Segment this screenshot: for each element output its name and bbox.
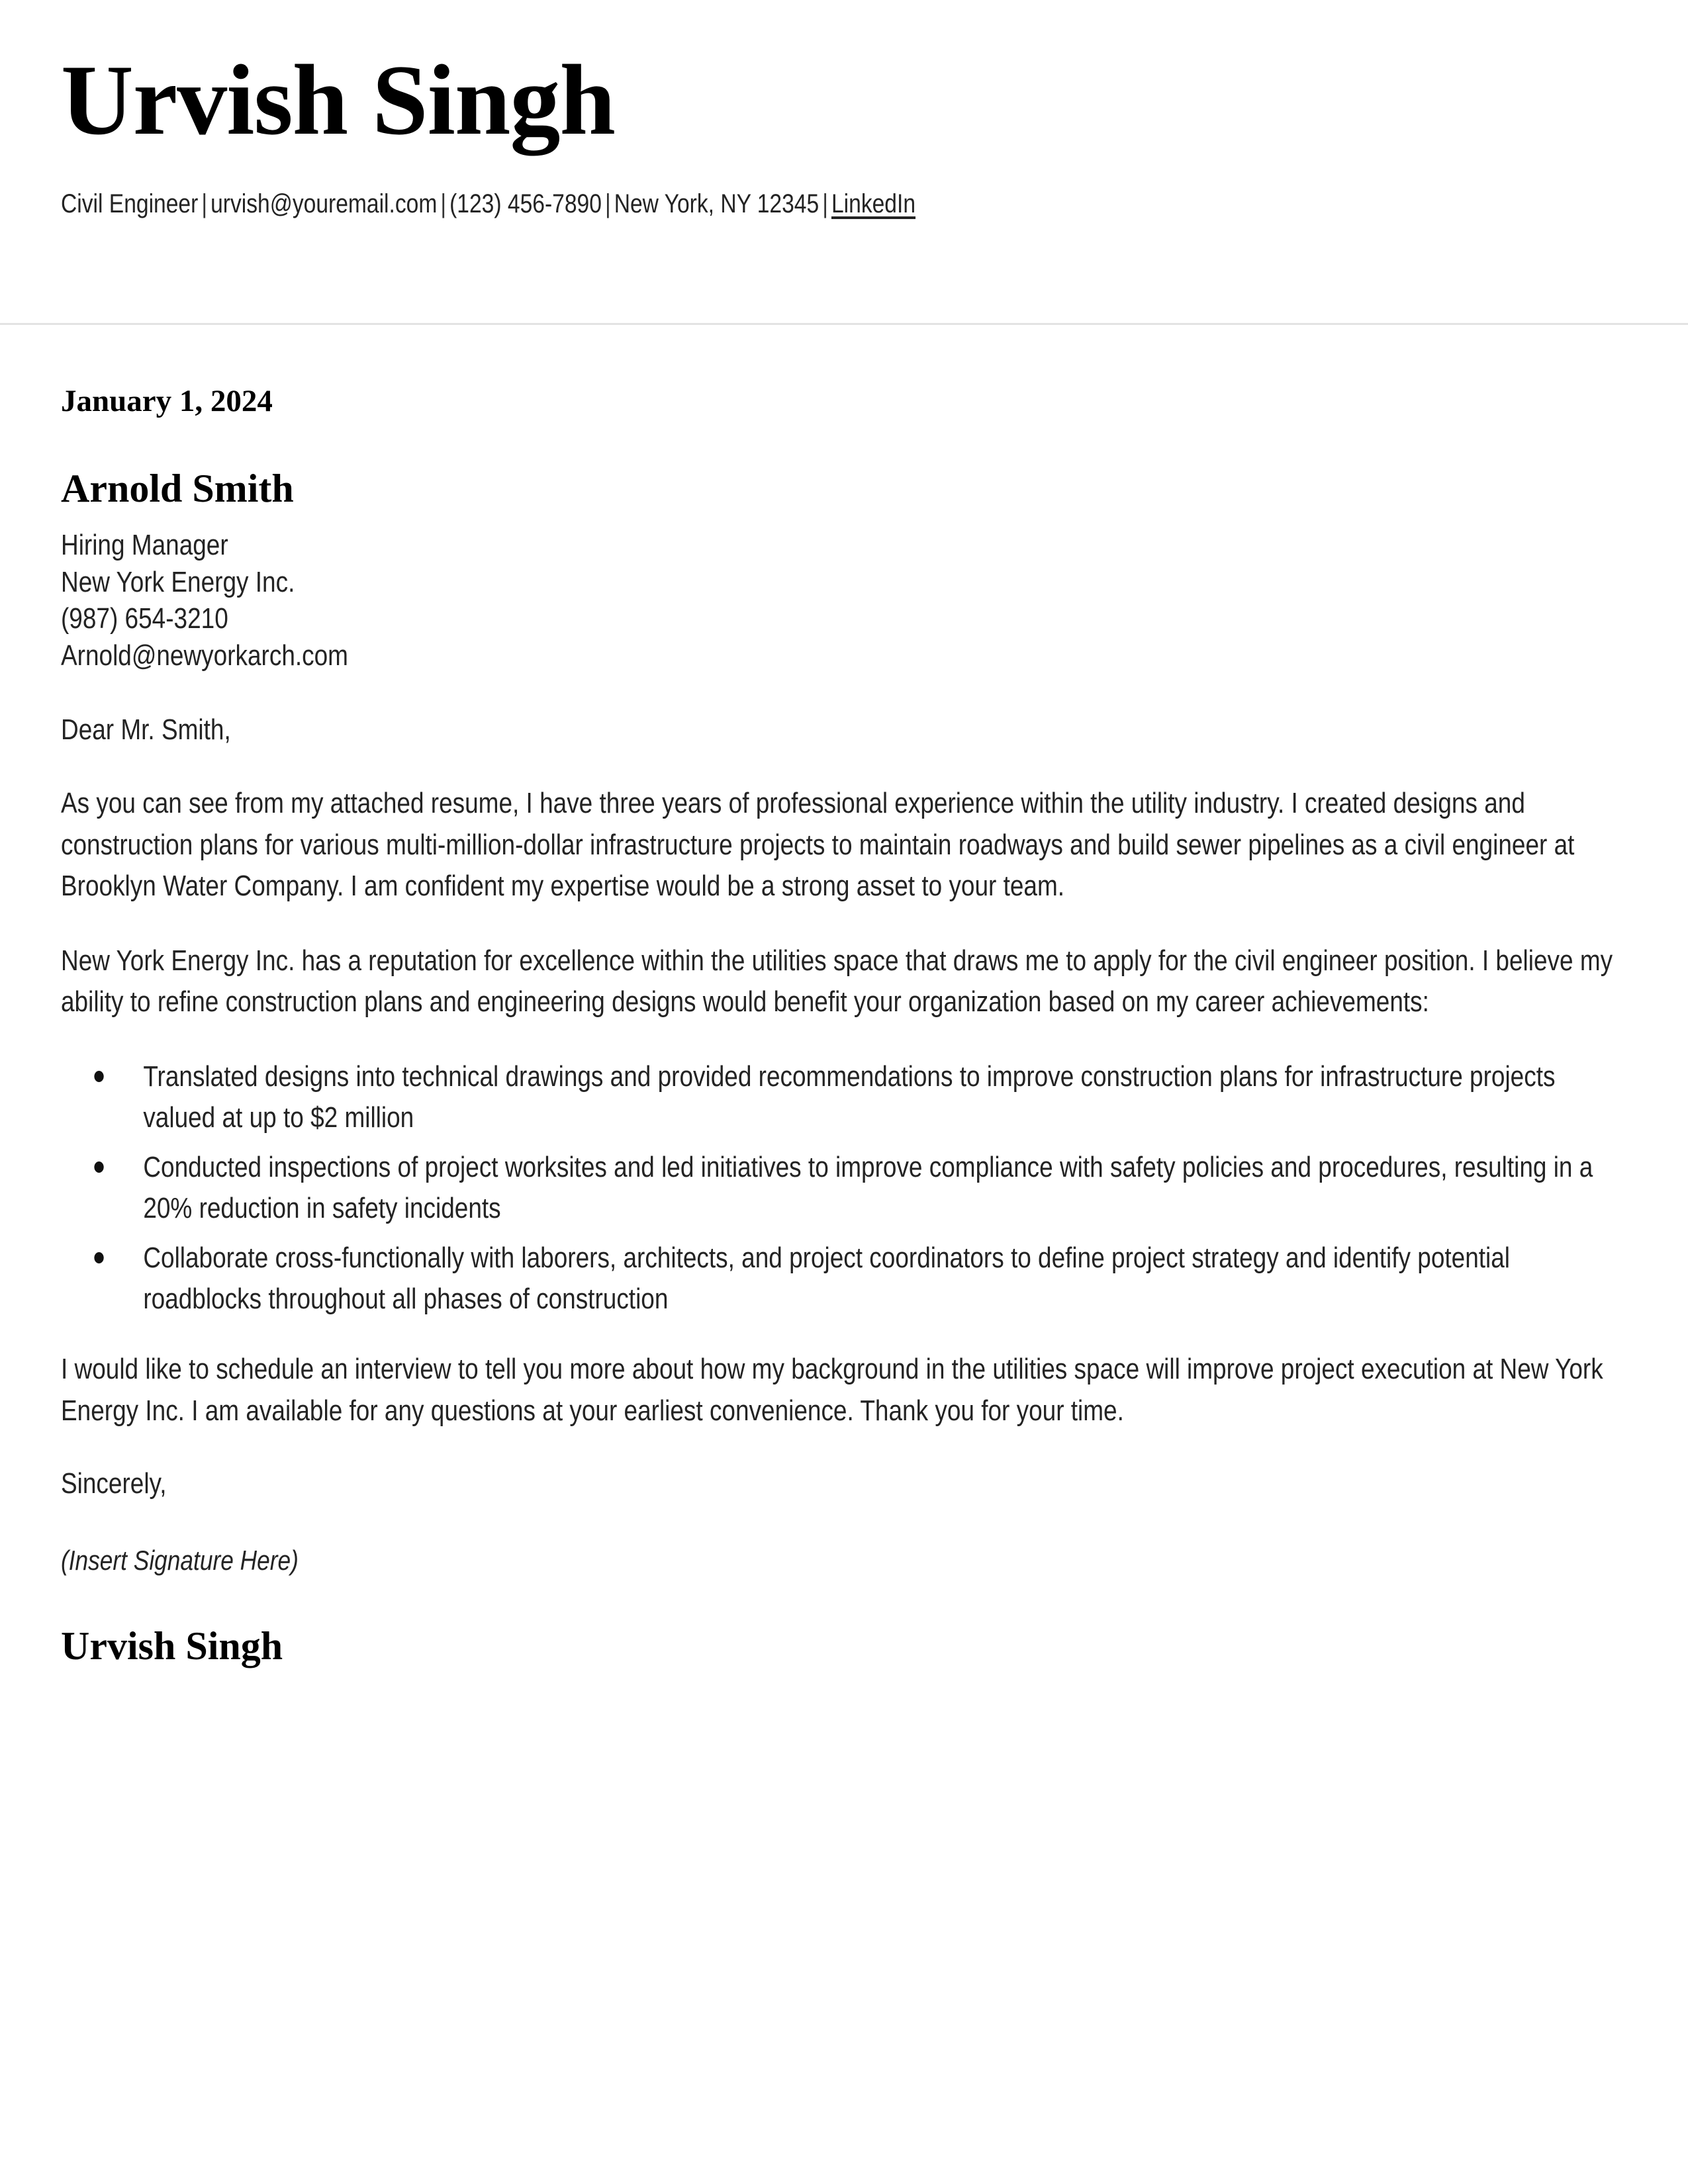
signature-placeholder: (Insert Signature Here): [61, 1544, 299, 1576]
letter-date: January 1, 2024: [61, 384, 273, 418]
contact-separator-1: |: [201, 189, 208, 218]
recipient-company: New York Energy Inc.: [61, 565, 295, 598]
list-item-text: Conducted inspections of project worksites and led initiatives to improve compliance with safety policies and procedures, resulting in a 20% reduction in safety incidents: [143, 1150, 1593, 1225]
signoff: Sincerely,: [61, 1467, 167, 1500]
contact-phone: (123) 456-7890: [449, 189, 602, 218]
bullet-dot-icon: [94, 1071, 103, 1082]
list-item-text: Translated designs into technical drawings and provided recommendations to improve construction plans for infrastructure projects valued at up to $2 million: [143, 1060, 1556, 1134]
list-item: [61, 1056, 1626, 1139]
signature-name: Urvish Singh: [61, 1624, 283, 1668]
recipient-block: [61, 527, 1626, 674]
achievements-list: [61, 1056, 1626, 1320]
contact-separator-4: |: [822, 189, 828, 218]
body-paragraph-1: As you can see from my attached resume, I have three years of professional experience within the utility industry. I created designs and construction plans for various multi-million-dollar infrastructure projects to maintain roadways and build sewer pipelines as a civil engineer at Brooklyn Water Company. I am confident my expertise would be a strong asset to your team.: [61, 787, 1575, 903]
contact-email[interactable]: urvish@youremail.com: [211, 189, 438, 218]
letter-header: [0, 0, 1688, 220]
contact-job-title: Civil Engineer: [61, 189, 199, 218]
list-item-text: Collaborate cross-functionally with laborers, architects, and project coordinators to define project strategy and identify potential roadblocks throughout all phases of construction: [143, 1241, 1511, 1316]
recipient-phone: (987) 654-3210: [61, 602, 228, 635]
recipient-title: Hiring Manager: [61, 529, 228, 562]
list-item: [61, 1238, 1626, 1320]
page-title: Urvish Singh: [61, 44, 615, 156]
contact-separator-2: |: [440, 189, 447, 218]
recipient-name: Arnold Smith: [61, 467, 294, 511]
header-divider: [0, 323, 1688, 325]
list-item: [61, 1147, 1626, 1230]
bullet-dot-icon: [94, 1161, 103, 1173]
letter-body: [61, 383, 1627, 1670]
contact-line: [61, 188, 1428, 220]
body-paragraph-2: New York Energy Inc. has a reputation for excellence within the utilities space that draws me to apply for the civil engineer position. I believe my ability to refine construction plans and engineering designs would benefit your organization based on my career achievements:: [61, 944, 1613, 1019]
recipient-email: Arnold@newyorkarch.com: [61, 639, 348, 672]
salutation: Dear Mr. Smith,: [61, 713, 231, 747]
closing-paragraph: I would like to schedule an interview to tell you more about how my background in the utilities space will improve project execution at New York Energy Inc. I am available for any questions at your earliest convenience. Thank you for your time.: [61, 1353, 1603, 1427]
contact-separator-3: |: [604, 189, 611, 218]
contact-location: New York, NY 12345: [614, 189, 820, 218]
bullet-dot-icon: [94, 1252, 103, 1263]
linkedin-link[interactable]: LinkedIn: [831, 189, 916, 218]
